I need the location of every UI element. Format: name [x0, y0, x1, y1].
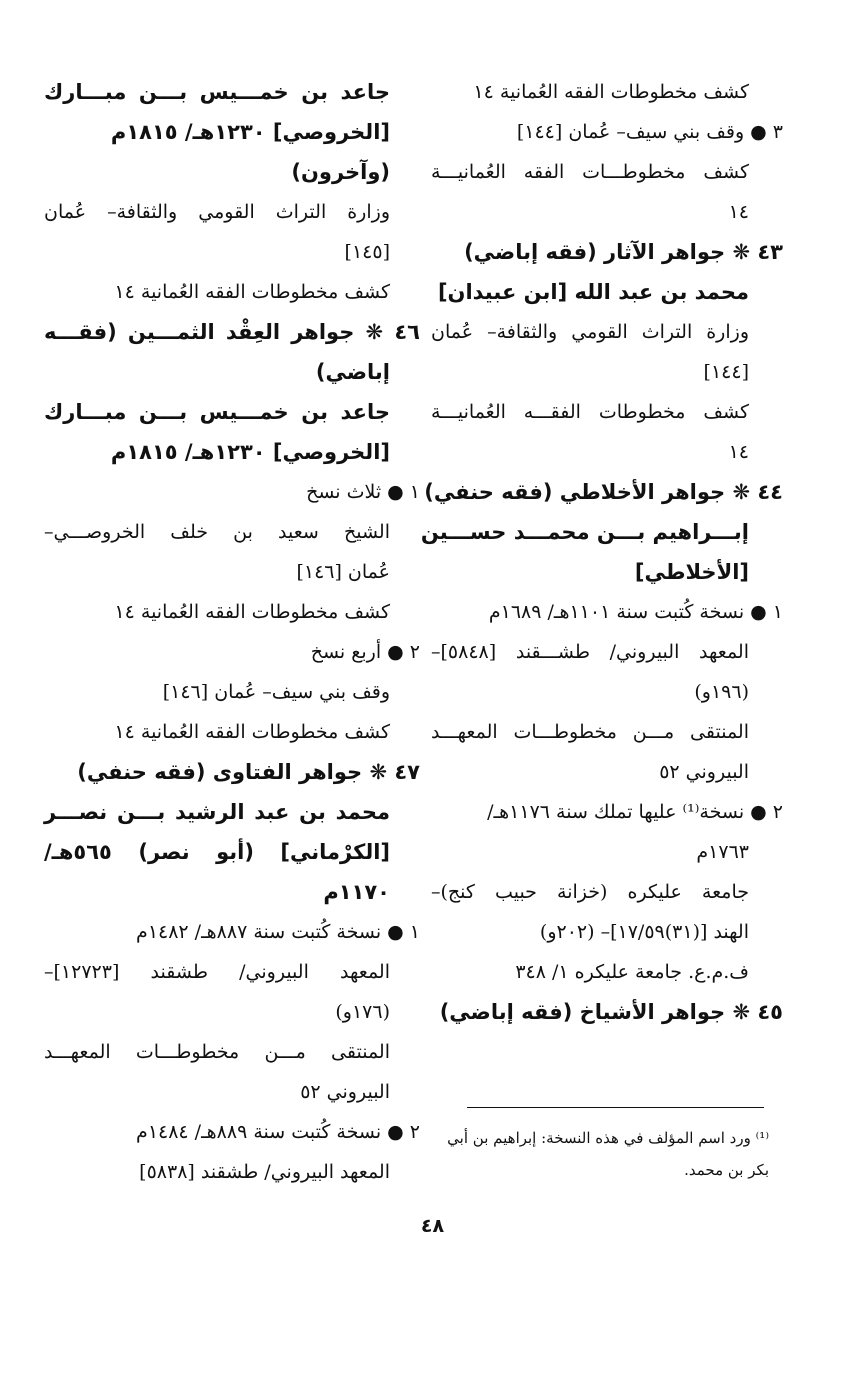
- footnote-line-2: بكر بن محمد.: [684, 1161, 769, 1179]
- footnote-line-1: ⁽¹⁾ ورد اسم المؤلف في هذه النسخة: إبراهيم بن أبي: [447, 1129, 769, 1147]
- entry-text-line: المنتقى مـــن مخطوطـــات المعهـــد: [431, 721, 749, 743]
- entry-text-line: ٢ ● نسخة كُتبت سنة ٨٨٩هـ/ ١٤٨٤م: [136, 1121, 420, 1143]
- entry-heading-line: ٤٥ ❋ جواهر الأشياخ (فقه إباضي): [439, 1000, 783, 1024]
- entry-heading-line: [الأخلاطي]: [634, 560, 749, 584]
- footnote: [429, 1122, 769, 1186]
- right-column: [420, 72, 783, 1032]
- entry-text-line: كشف مخطوطات الفقـــه العُمانيـــة: [431, 401, 749, 423]
- entry-text-line: وقف بني سيف– عُمان [١٤٦]: [162, 681, 390, 703]
- entry-heading-line: [الكرْماني] (أبو نصر) ٥٦٥هـ/: [44, 840, 390, 864]
- entry-text-line: ف.م.ع. جامعة عليكره ١/ ٣٤٨: [515, 961, 749, 983]
- entry-text-line: ١٧٦٣م: [696, 841, 749, 863]
- entry-text-line: الهند [(٣١)١٧/٥٩]– (٢٠٢و): [539, 921, 749, 943]
- entry-text-line: وزارة التراث القومي والثقافة– عُمان: [431, 321, 749, 343]
- left-column: [44, 72, 420, 1192]
- entry-text-line: كشف مخطوطـــات الفقه العُمانيـــة: [431, 161, 749, 183]
- entry-text-line: البيروني ٥٢: [659, 761, 749, 783]
- entry-text-line: ١ ● نسخة كُتبت سنة ٨٨٧هـ/ ١٤٨٢م: [136, 921, 420, 943]
- entry-text-line: ١ ● نسخة كُتبت سنة ١١٠١هـ/ ١٦٨٩م: [488, 601, 783, 623]
- entry-heading-line: محمد بن عبد الرشيد بـــن نصـــر: [44, 800, 390, 824]
- entry-heading-line: ٤٦ ❋ جواهر العِقْد الثمـــين (فقـــه: [44, 320, 420, 344]
- entry-text-line: البيروني ٥٢: [300, 1081, 390, 1103]
- entry-heading-line: ١١٧٠م: [323, 880, 390, 904]
- entry-text-line: وزارة التراث القومي والثقافة– عُمان: [44, 201, 390, 223]
- entry-heading-line: ٤٣ ❋ جواهر الآثار (فقه إباضي): [464, 240, 783, 264]
- entry-heading-line: إبـــراهيم بـــن محمـــد حســـين: [420, 520, 749, 544]
- entry-heading-line: [الخروصي] ١٢٣٠هـ/ ١٨١٥م: [110, 120, 390, 144]
- entry-text-line: المنتقى مـــن مخطوطـــات المعهـــد: [44, 1041, 390, 1063]
- entry-text-line: ٢ ● نسخة⁽¹⁾ عليها تملك سنة ١١٧٦هـ/: [487, 801, 783, 823]
- footnote-rule: [467, 1107, 764, 1108]
- entry-text-line: الشيخ سعيد بن خلف الخروصـــي–: [44, 521, 390, 543]
- entry-text-line: ١٤: [728, 201, 749, 223]
- entry-heading-line: جاعد بن خمـــيس بـــن مبـــارك: [44, 80, 390, 104]
- entry-text-line: ١٤: [728, 441, 749, 463]
- entry-text-line: (١٧٦و): [335, 1001, 390, 1023]
- entry-text-line: ٣ ● وقف بني سيف– عُمان [١٤٤]: [516, 121, 783, 143]
- page-number: ٤٨: [420, 1215, 445, 1237]
- entry-text-line: عُمان [١٤٦]: [296, 561, 390, 583]
- entry-text-line: المعهد البيروني/ طشقند [٥٨٣٨]: [139, 1161, 390, 1183]
- entry-heading-line: ٤٤ ❋ جواهر الأخلاطي (فقه حنفي): [424, 480, 783, 504]
- entry-text-line: جامعة عليكره (خزانة حبيب كنج)–: [431, 881, 749, 903]
- entry-text-line: كشف مخطوطات الفقه العُمانية ١٤: [114, 721, 390, 743]
- entry-text-line: كشف مخطوطات الفقه العُمانية ١٤: [473, 81, 749, 103]
- entry-heading-line: (وآخرون): [291, 160, 390, 184]
- entry-text-line: كشف مخطوطات الفقه العُمانية ١٤: [114, 601, 390, 623]
- entry-text-line: (١٩٦و): [694, 681, 749, 703]
- entry-text-line: ٢ ● أربع نسخ: [310, 641, 420, 663]
- entry-text-line: كشف مخطوطات الفقه العُمانية ١٤: [114, 281, 390, 303]
- entry-heading-line: محمد بن عبد الله [ابن عبيدان]: [437, 280, 749, 304]
- entry-text-line: [١٤٥]: [344, 241, 390, 263]
- entry-heading-line: إباضي): [315, 360, 390, 384]
- entry-text-line: المعهد البيروني/ طشقند [١٢٧٢٣]–: [44, 961, 390, 983]
- entry-text-line: [١٤٤]: [703, 361, 749, 383]
- entry-heading-line: [الخروصي] ١٢٣٠هـ/ ١٨١٥م: [110, 440, 390, 464]
- entry-text-line: المعهد البيروني/ طشـــقند [٥٨٤٨]–: [431, 641, 749, 663]
- entry-heading-line: ٤٧ ❋ جواهر الفتاوى (فقه حنفي): [77, 760, 420, 784]
- entry-text-line: ١ ● ثلاث نسخ: [306, 481, 420, 503]
- entry-heading-line: جاعد بن خمـــيس بـــن مبـــارك: [44, 400, 390, 424]
